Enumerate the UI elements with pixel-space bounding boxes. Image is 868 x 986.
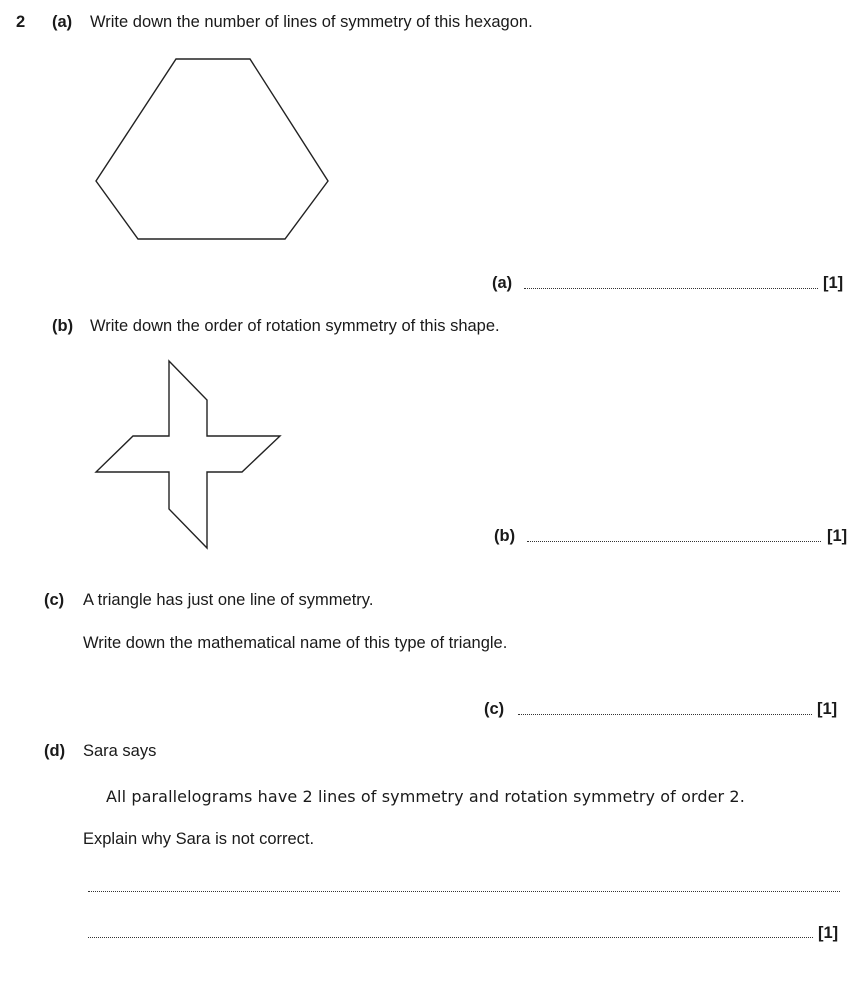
pinwheel-shape <box>96 361 280 548</box>
part-b-answer-label: (b) <box>494 527 516 545</box>
question-number: 2 <box>16 13 26 31</box>
part-d-marks: [1] <box>818 924 839 942</box>
part-b-marks: [1] <box>827 527 848 545</box>
part-b-question: Write down the order of rotation symmetry of this shape. <box>90 317 500 335</box>
part-b-label: (b) <box>52 317 74 335</box>
part-a-question: Write down the number of lines of symmetry of this hexagon. <box>90 13 533 31</box>
part-c-answer-label: (c) <box>484 700 505 718</box>
part-c-label: (c) <box>44 591 65 609</box>
part-d-label: (d) <box>44 742 66 760</box>
part-a-answer-label: (a) <box>492 274 513 292</box>
hexagon-shape <box>96 59 328 239</box>
part-c-instruction: Write down the mathematical name of this type of triangle. <box>83 634 508 652</box>
sara-quote: All parallelograms have 2 lines of symmetry and rotation symmetry of order 2. <box>106 787 745 806</box>
part-a-label: (a) <box>52 13 73 31</box>
part-a-answer-line[interactable] <box>524 288 818 289</box>
part-d-intro: Sara says <box>83 742 157 760</box>
part-a-marks: [1] <box>823 274 844 292</box>
part-b-answer-line[interactable] <box>527 541 821 542</box>
part-c-statement: A triangle has just one line of symmetry. <box>83 591 374 609</box>
part-c-marks: [1] <box>817 700 838 718</box>
part-d-answer-line-1[interactable] <box>88 891 840 892</box>
part-c-answer-line[interactable] <box>518 714 812 715</box>
part-d-answer-line-2[interactable] <box>88 937 813 938</box>
part-d-instruction: Explain why Sara is not correct. <box>83 830 315 848</box>
